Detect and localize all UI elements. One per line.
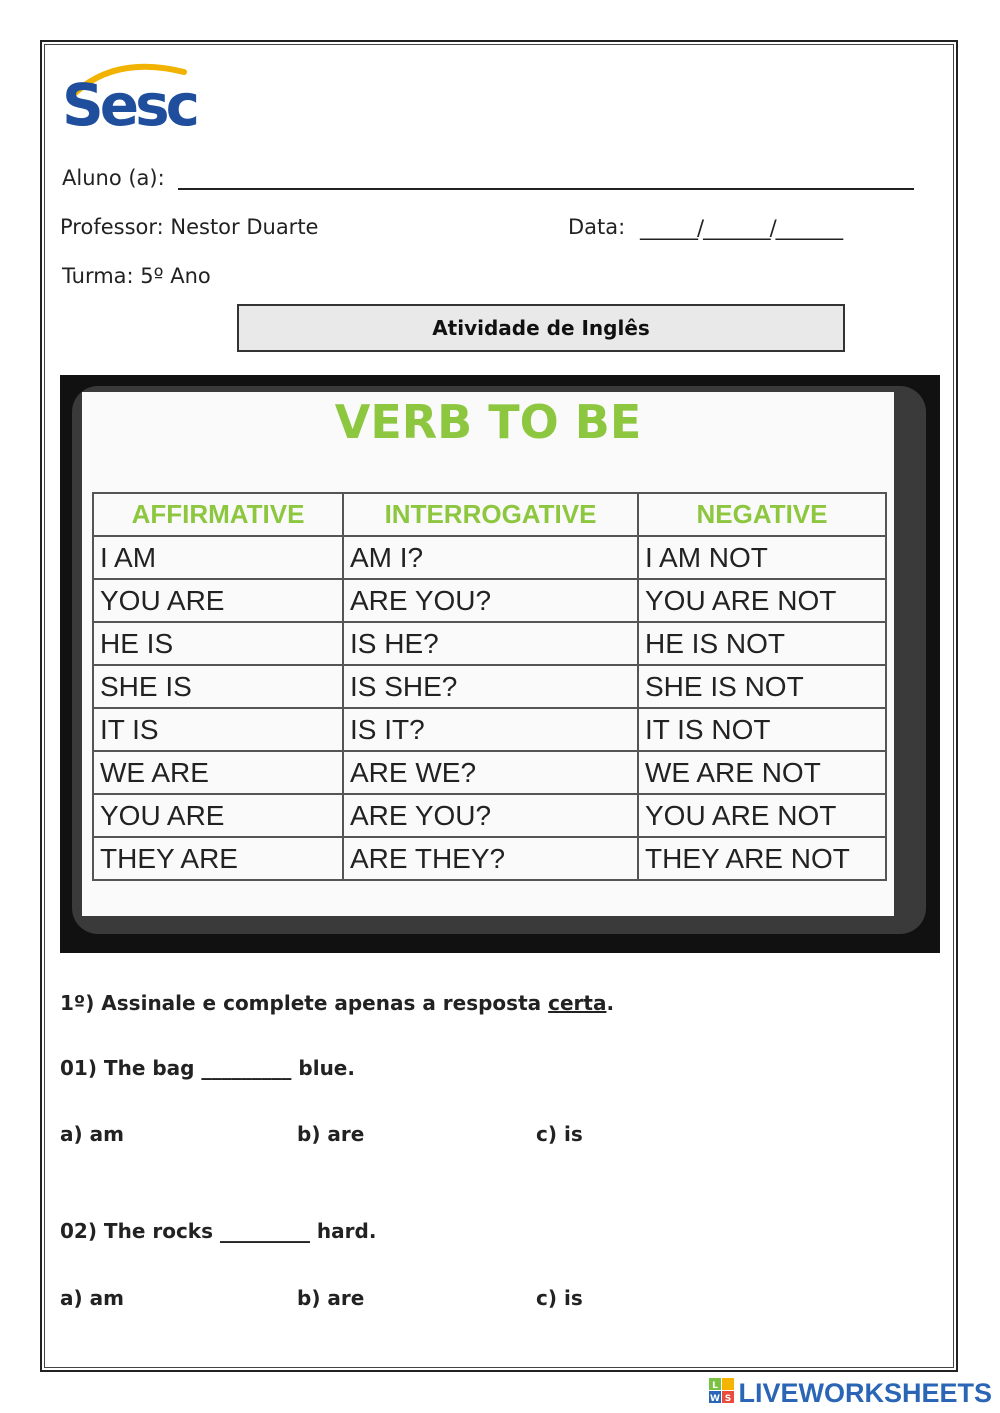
question-2: 02) The rocks _________ hard. (60, 1219, 377, 1243)
logo-letter-s: S (725, 1394, 732, 1405)
column-header-interrogative: INTERROGATIVE (343, 493, 638, 536)
question-1: 01) The bag _________ blue. (60, 1056, 355, 1080)
question-1-option-c[interactable]: c) is (536, 1122, 583, 1146)
table-cell: YOU ARE NOT (638, 794, 886, 837)
column-header-negative: NEGATIVE (638, 493, 886, 536)
table-cell: I AM NOT (638, 536, 886, 579)
instructions-prefix: 1º) Assinale e complete apenas a resposta (60, 991, 549, 1015)
verb-chart-title: VERB TO BE (334, 395, 642, 449)
activity-title: Atividade de Inglês (237, 304, 845, 352)
table-cell: IS SHE? (343, 665, 638, 708)
data-input-line[interactable]: ______/_______/_______ (640, 216, 843, 240)
table-row (93, 794, 886, 837)
instructions-emphasis: certa (548, 991, 607, 1015)
table-cell: ARE YOU? (343, 794, 638, 837)
table-row (93, 751, 886, 794)
question-1-option-a[interactable]: a) am (60, 1122, 124, 1146)
table-cell: HE IS (93, 622, 343, 665)
question-2-option-a[interactable]: a) am (60, 1286, 124, 1310)
table-cell: IT IS (93, 708, 343, 751)
table-row (93, 622, 886, 665)
column-header-affirmative: AFFIRMATIVE (93, 493, 343, 536)
question-2-option-b[interactable]: b) are (297, 1286, 365, 1310)
table-cell: THEY ARE NOT (638, 837, 886, 880)
liveworksheets-logo-icon (709, 1378, 735, 1411)
table-cell: SHE IS (93, 665, 343, 708)
table-cell: I AM (93, 536, 343, 579)
aluno-label: Aluno (a): (62, 166, 165, 190)
question-1-option-b[interactable]: b) are (297, 1122, 365, 1146)
table-cell: YOU ARE (93, 794, 343, 837)
table-cell: WE ARE NOT (638, 751, 886, 794)
table-cell: IS IT? (343, 708, 638, 751)
table-cell: IT IS NOT (638, 708, 886, 751)
professor-name: Professor: Nestor Duarte (60, 215, 319, 239)
table-cell: IS HE? (343, 622, 638, 665)
table-cell: THEY ARE (93, 837, 343, 880)
table-cell: ARE THEY? (343, 837, 638, 880)
data-label: Data: (568, 215, 626, 239)
table-cell: AM I? (343, 536, 638, 579)
logo-letter-w: W (710, 1394, 721, 1405)
logo-letter-l: L (712, 1381, 719, 1392)
table-row (93, 579, 886, 622)
question-2-option-c[interactable]: c) is (536, 1286, 583, 1310)
instructions (60, 991, 614, 1015)
table-cell: YOU ARE (93, 579, 343, 622)
table-cell: HE IS NOT (638, 622, 886, 665)
table-cell: ARE WE? (343, 751, 638, 794)
table-cell: WE ARE (93, 751, 343, 794)
table-cell: SHE IS NOT (638, 665, 886, 708)
table-row (93, 536, 886, 579)
liveworksheets-text: LIVEWORKSHEETS (738, 1378, 992, 1408)
logo-text: Sesc (62, 71, 197, 139)
table-row (93, 708, 886, 751)
instructions-suffix: . (606, 991, 615, 1015)
table-row (93, 665, 886, 708)
verb-to-be-table (92, 492, 887, 881)
table-cell: YOU ARE NOT (638, 579, 886, 622)
aluno-input-line[interactable] (178, 188, 914, 190)
liveworksheets-watermark (709, 1378, 992, 1411)
turma-label: Turma: 5º Ano (62, 264, 211, 288)
table-cell: ARE YOU? (343, 579, 638, 622)
sesc-logo (62, 60, 197, 142)
table-row (93, 837, 886, 880)
